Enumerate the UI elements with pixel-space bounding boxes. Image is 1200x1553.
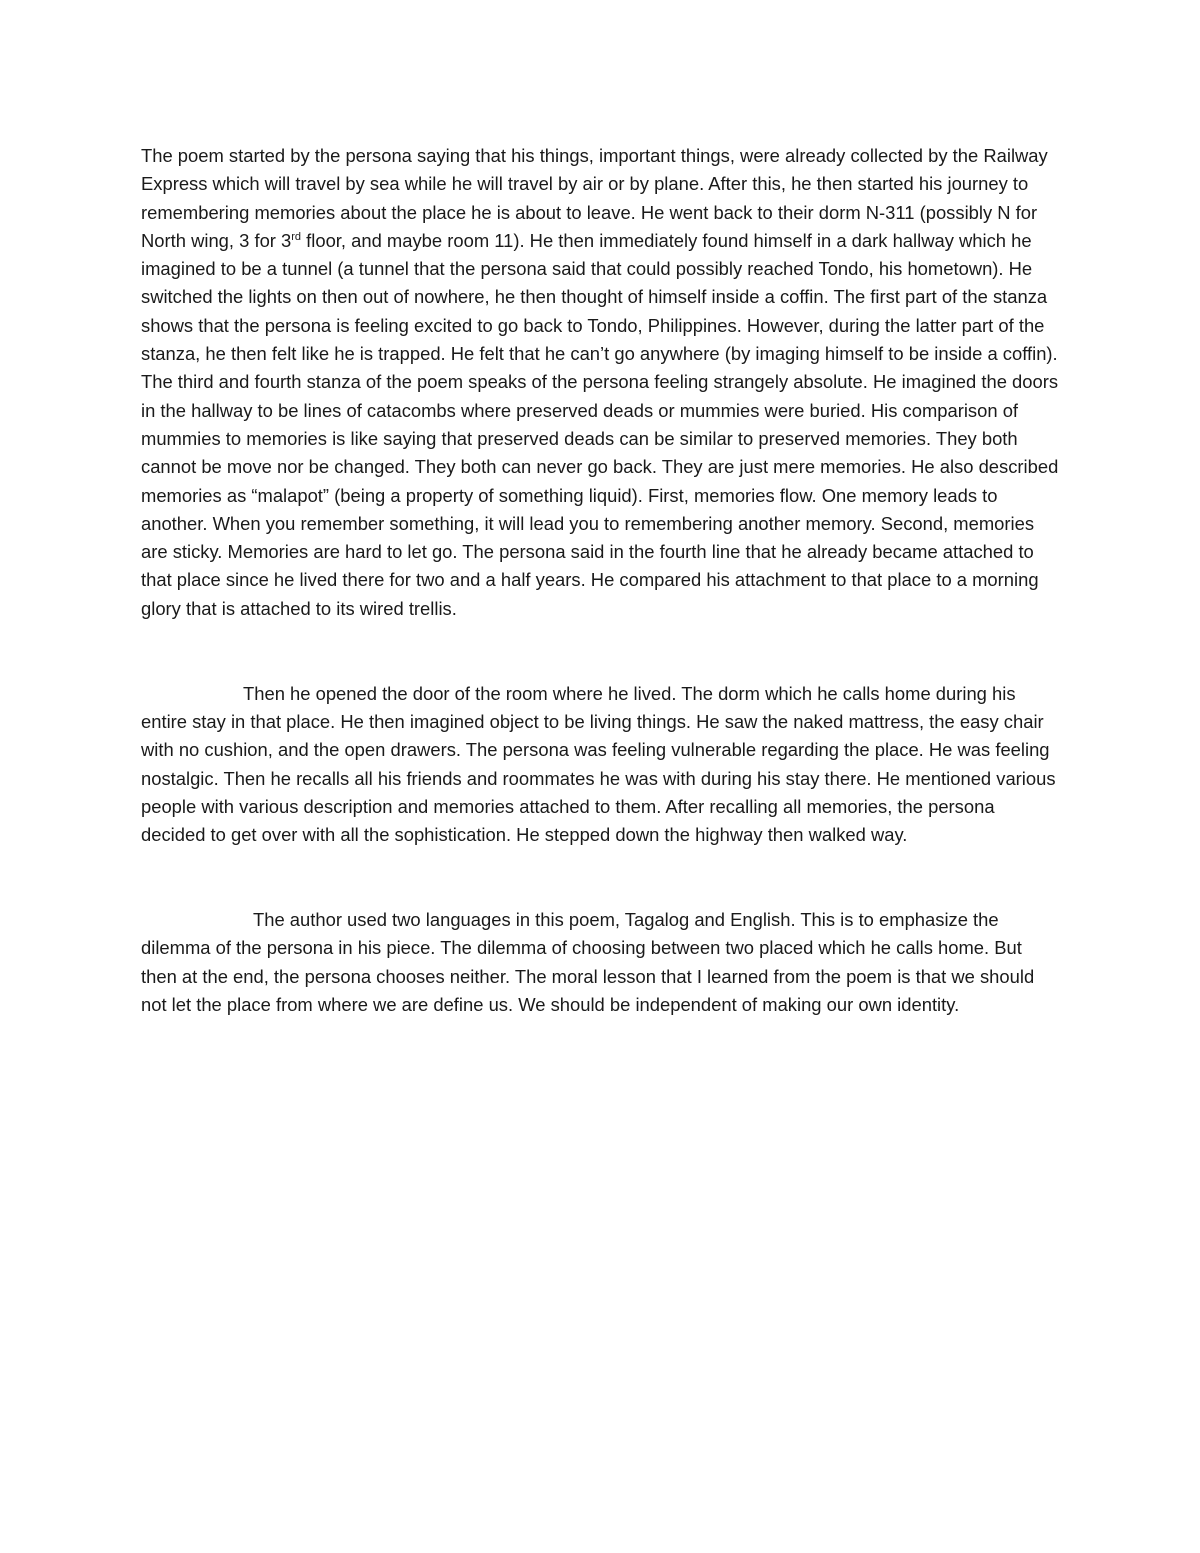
paragraph-1-text-b: floor, and maybe room 11). He then immediately found himself in a dark hallway which he imagined to be a tunnel (a tunnel that the persona said that could possibly reached Tondo, his hometown). He switched the lights on then out of nowhere, he then thought of himself inside a coffin. The first part of the stanza shows that the persona is feeling excited to go back to Tondo, Philippines. However, during the latter part of the stanza, he then felt like he is trapped. He felt that he can’t go anywhere (by imaging himself to be inside a coffin). The third and fourth stanza of the poem speaks of the persona feeling strangely absolute. He imagined the doors in the hallway to be lines of catacombs where preserved deads or mummies were buried. His comparison of mummies to memories is like saying that preserved deads can be similar to preserved memories. They both cannot be move nor be changed. They both can never go back. They are just mere memories. He also described memories as “malapot” (being a property of something liquid). First, memories flow. One memory leads to another. When you remember something, it will lead you to remembering another memory. Second, memories are sticky. Memories are hard to let go. The persona said in the fourth line that he already became attached to that place since he lived there for two and a half years. He compared his attachment to that place to a morning glory that is attached to its wired trellis. (141, 229, 1059, 619)
paragraph-1 (141, 142, 1061, 623)
paragraph-1-text-a: The poem started by the persona saying that his things, important things, were already collected by the Railway Express which will travel by sea while he will travel by air or by plane. After this, he then started his journey to remembering memories about the place he is about to leave. He went back to their dorm N-311 (possibly N for North wing, 3 for 3 (141, 145, 1048, 251)
ordinal-superscript: rd (291, 230, 302, 243)
document-body (141, 142, 1061, 1019)
paragraph-3: The author used two languages in this poem, Tagalog and English. This is to emphasize the dilemma of the persona in his piece. The dilemma of choosing between two placed which he calls home. But then at the end, the persona chooses neither. The moral lesson that I learned from the poem is that we should not let the place from where we are define us. We should be independent of making our own identity. (141, 909, 1035, 1015)
paragraph-2: Then he opened the door of the room where he lived. The dorm which he calls home during his entire stay in that place. He then imagined object to be living things. He saw the naked mattress, the easy chair with no cushion, and the open drawers. The persona was feeling vulnerable regarding the place. He was feeling nostalgic. Then he recalls all his friends and roommates he was with during his stay there. He mentioned various people with various description and memories attached to them. After recalling all memories, the persona decided to get over with all the sophistication. He stepped down the highway then walked way. (141, 682, 1056, 846)
